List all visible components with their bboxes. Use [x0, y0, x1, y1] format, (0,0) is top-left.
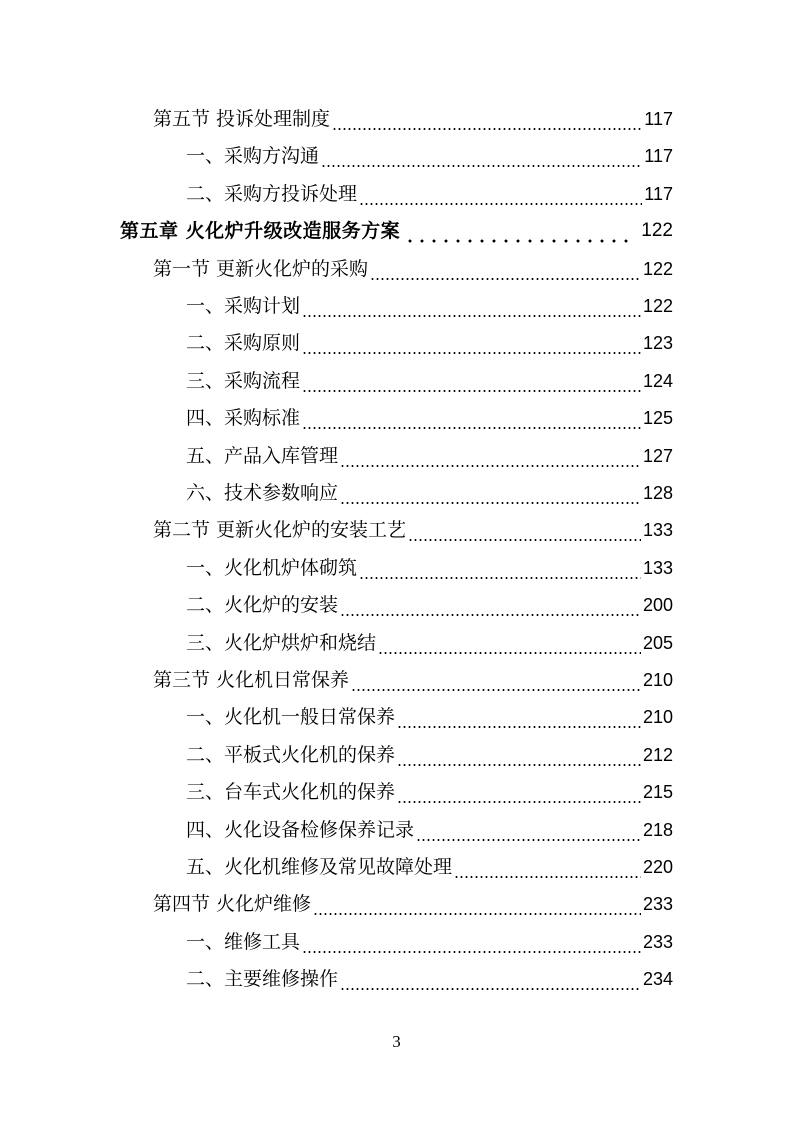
- toc-entry-title: 一、采购计划: [186, 295, 301, 317]
- dot-leader: [402, 224, 629, 244]
- toc-entry-title: 二、采购方投诉处理: [186, 183, 358, 205]
- toc-entry-page: 210: [642, 670, 673, 690]
- toc-entry-item[interactable]: [186, 480, 673, 506]
- toc-entry-title: 三、台车式火化机的保养: [186, 781, 396, 803]
- toc-entry-page: 212: [642, 745, 673, 765]
- dot-leader: [302, 935, 641, 955]
- dot-leader: [397, 748, 641, 768]
- toc-entry-page: 128: [642, 483, 673, 503]
- dot-leader: [408, 523, 641, 543]
- dot-leader: [321, 149, 642, 169]
- toc-entry-page: 117: [644, 184, 673, 204]
- dot-leader: [359, 187, 642, 207]
- toc-entry-section[interactable]: [153, 517, 673, 543]
- toc-entry-item[interactable]: [186, 630, 673, 656]
- dot-leader: [359, 561, 641, 581]
- toc-entry-page: 125: [642, 408, 673, 428]
- dot-leader: [340, 972, 641, 992]
- toc-entry-item[interactable]: [186, 330, 673, 356]
- toc-entry-item[interactable]: [186, 966, 673, 992]
- dot-leader: [302, 374, 641, 394]
- toc-entry-section[interactable]: [153, 891, 673, 917]
- toc-entry-title: 二、平板式火化机的保养: [186, 744, 396, 766]
- toc-entry-title: 一、火化机炉体砌筑: [186, 557, 358, 579]
- dot-leader: [332, 112, 642, 132]
- toc-entry-item[interactable]: [186, 854, 673, 880]
- toc-entry-item[interactable]: [186, 368, 673, 394]
- toc-entry-item[interactable]: [186, 704, 673, 730]
- dot-leader: [302, 299, 641, 319]
- toc-entry-page: 233: [642, 932, 673, 952]
- toc-entry-page: 133: [642, 558, 673, 578]
- toc-entry-item[interactable]: [186, 817, 673, 843]
- toc-entry-item[interactable]: [186, 929, 673, 955]
- toc-entry-page: 210: [642, 707, 673, 727]
- toc-entry-title: 第二节 更新火化炉的安装工艺: [153, 519, 407, 541]
- toc-entry-item[interactable]: [186, 779, 673, 805]
- toc-entry-page: 122: [642, 296, 673, 316]
- dot-leader: [340, 486, 641, 506]
- dot-leader: [313, 897, 641, 917]
- toc-entry-item[interactable]: [186, 405, 673, 431]
- toc-entry-item[interactable]: [186, 143, 673, 169]
- toc-entry-title: 一、采购方沟通: [186, 145, 320, 167]
- toc-entry-page: 205: [642, 633, 673, 653]
- toc-entry-page: 123: [642, 333, 673, 353]
- toc-entry-item[interactable]: [186, 293, 673, 319]
- toc-entry-page: 133: [642, 520, 673, 540]
- toc-entry-title: 六、技术参数响应: [186, 482, 339, 504]
- toc-entry-title: 三、火化炉烘炉和烧结: [186, 632, 377, 654]
- toc-entry-item[interactable]: [186, 181, 673, 207]
- toc-entry-page: 215: [642, 782, 673, 802]
- toc-entry-item[interactable]: [186, 555, 673, 581]
- toc-entry-title: 五、产品入库管理: [186, 445, 339, 467]
- dot-leader: [416, 823, 641, 843]
- toc-entry-page: 124: [642, 371, 673, 391]
- toc-entry-page: 122: [642, 259, 673, 279]
- toc-entry-title: 二、火化炉的安装: [186, 594, 339, 616]
- toc-entry-title: 一、火化机一般日常保养: [186, 706, 396, 728]
- toc-entry-section[interactable]: [153, 667, 673, 693]
- toc-entry-page: 122: [641, 220, 673, 241]
- toc-entry-page: 233: [642, 894, 673, 914]
- toc-entry-title: 四、火化设备检修保养记录: [186, 819, 415, 841]
- toc-entry-page: 218: [642, 820, 673, 840]
- toc-entry-title: 三、采购流程: [186, 370, 301, 392]
- toc-entry-title: 第三节 火化机日常保养: [153, 669, 350, 691]
- toc-entry-title: 第四节 火化炉维修: [153, 893, 312, 915]
- toc-entry-title: 五、火化机维修及常见故障处理: [186, 856, 453, 878]
- toc-entry-section[interactable]: [153, 106, 673, 132]
- toc-entry-title: 一、维修工具: [186, 931, 301, 953]
- toc-entry-page: 234: [642, 969, 673, 989]
- toc-entry-page: 117: [644, 146, 673, 166]
- dot-leader: [397, 710, 641, 730]
- toc-entry-title: 二、主要维修操作: [186, 968, 339, 990]
- dot-leader: [370, 262, 641, 282]
- toc-entry-title: 四、采购标准: [186, 407, 301, 429]
- dot-leader: [397, 785, 641, 805]
- toc-entry-page: 127: [642, 446, 673, 466]
- toc-entry-page: 220: [642, 857, 673, 877]
- dot-leader: [302, 336, 641, 356]
- toc-entry-title: 第五章 火化炉升级改造服务方案: [120, 220, 401, 242]
- dot-leader: [351, 673, 641, 693]
- dot-leader: [378, 636, 641, 656]
- toc-entry-item[interactable]: [186, 742, 673, 768]
- toc-entry-title: 第五节 投诉处理制度: [153, 108, 331, 130]
- toc-entry-title: 第一节 更新火化炉的采购: [153, 258, 369, 280]
- toc-entry-chapter[interactable]: [120, 218, 673, 244]
- toc-entry-section[interactable]: [153, 256, 673, 282]
- toc-entry-item[interactable]: [186, 592, 673, 618]
- toc-entry-page: 200: [642, 595, 673, 615]
- dot-leader: [340, 598, 641, 618]
- dot-leader: [302, 411, 641, 431]
- dot-leader: [454, 860, 641, 880]
- toc-entry-item[interactable]: [186, 443, 673, 469]
- page-number: 3: [392, 1032, 401, 1051]
- dot-leader: [340, 449, 641, 469]
- toc-entry-title: 二、采购原则: [186, 332, 301, 354]
- toc-entry-page: 117: [644, 109, 673, 129]
